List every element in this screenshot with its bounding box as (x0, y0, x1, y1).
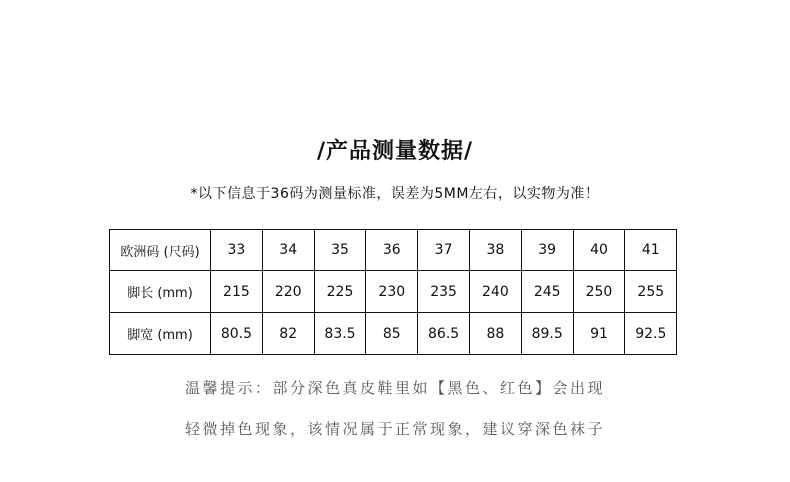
care-tip-line-2: 轻微掉色现象，该情况属于正常现象，建议穿深色袜子 (184, 420, 605, 438)
row-header: 脚长 (mm) (110, 271, 211, 313)
table-cell: 255 (625, 271, 677, 313)
table-cell: 37 (418, 230, 470, 271)
foot-width-row (110, 313, 677, 355)
table-cell: 33 (211, 230, 263, 271)
table-cell: 41 (625, 230, 677, 271)
table-cell: 40 (573, 230, 625, 271)
foot-length-row (110, 271, 677, 313)
size-table (109, 229, 677, 355)
table-cell: 85 (366, 313, 418, 355)
row-header: 脚宽 (mm) (110, 313, 211, 355)
table-cell: 92.5 (625, 313, 677, 355)
table-cell: 240 (469, 271, 521, 313)
table-cell: 230 (366, 271, 418, 313)
table-cell: 83.5 (314, 313, 366, 355)
table-cell: 91 (573, 313, 625, 355)
table-cell: 82 (262, 313, 314, 355)
table-cell: 35 (314, 230, 366, 271)
table-cell: 250 (573, 271, 625, 313)
table-cell: 245 (521, 271, 573, 313)
table-cell: 215 (211, 271, 263, 313)
table-cell: 80.5 (211, 313, 263, 355)
table-cell: 34 (262, 230, 314, 271)
table-cell: 220 (262, 271, 314, 313)
table-cell: 88 (469, 313, 521, 355)
care-tip-line-1: 温馨提示：部分深色真皮鞋里如【黑色、红色】会出现 (184, 379, 605, 397)
table-cell: 36 (366, 230, 418, 271)
table-cell: 39 (521, 230, 573, 271)
page-title: /产品测量数据/ (316, 139, 474, 164)
table-cell: 225 (314, 271, 366, 313)
row-header: 欧洲码 (尺码) (110, 230, 211, 271)
eu-size-row (110, 230, 677, 271)
table-cell: 86.5 (418, 313, 470, 355)
measurement-note: *以下信息于36码为测量标准，误差为5MM左右，以实物为准！ (190, 186, 600, 202)
table-cell: 235 (418, 271, 470, 313)
table-cell: 89.5 (521, 313, 573, 355)
table-cell: 38 (469, 230, 521, 271)
